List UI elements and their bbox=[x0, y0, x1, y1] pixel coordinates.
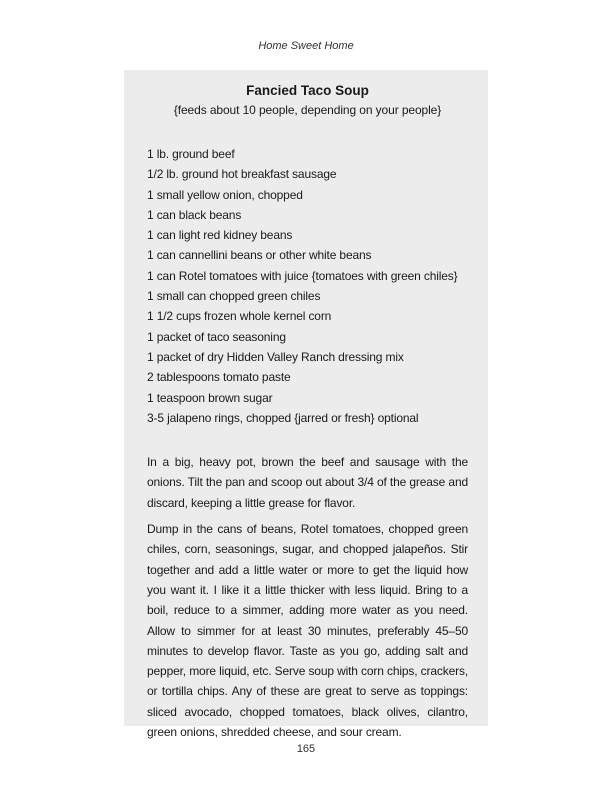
ingredient-item: 1 teaspoon brown sugar bbox=[147, 390, 273, 405]
ingredient-item: 3-5 jalapeno rings, chopped {jarred or fresh} optional bbox=[147, 410, 419, 425]
ingredient-list bbox=[147, 144, 468, 428]
ingredient-item: 1 packet of dry Hidden Valley Ranch dressing mix bbox=[147, 349, 404, 364]
instructions-paragraph: Dump in the cans of beans, Rotel tomatoes, chopped green chiles, corn, seasonings, sugar, and chopped jalapeños. Stir together and add a little water or more to get the liquid how you want it. I like it a little thicker with less liquid. Bring to a boil, reduce to a simmer, adding more water as you need. Allow to simmer for at least 30 minutes, preferably 45–50 minutes to develop flavor. Taste as you go, adding salt and pepper, more liquid, etc. Serve soup with corn chips, crackers, or tortilla chips. Any of these are great to serve as toppings: sliced avocado, chopped tomatoes, black olives, cilantro, green onions, shredded cheese, and sour cream. bbox=[147, 522, 468, 740]
ingredient-item: 1 can cannellini beans or other white beans bbox=[147, 248, 372, 263]
ingredient-item: 1 small can chopped green chiles bbox=[147, 289, 321, 304]
ingredient-item: 1 packet of taco seasoning bbox=[147, 329, 286, 344]
ingredient-item: 1/2 lb. ground hot breakfast sausage bbox=[147, 167, 337, 182]
ingredient-item: 1 can Rotel tomatoes with juice {tomatoes with green chiles} bbox=[147, 268, 458, 283]
recipe-title: Fancied Taco Soup bbox=[246, 83, 369, 98]
recipe-subtitle: {feeds about 10 people, depending on your people} bbox=[173, 103, 442, 117]
instructions-paragraph: In a big, heavy pot, brown the beef and sausage with the onions. Tilt the pan and scoop out about 3/4 of the grease and discard, keeping a little grease for flavor. bbox=[147, 455, 468, 510]
recipe-box bbox=[124, 70, 488, 740]
ingredient-item: 1 small yellow onion, chopped bbox=[147, 187, 303, 202]
page-number: 165 bbox=[296, 743, 316, 755]
ingredient-item: 1 lb. ground beef bbox=[147, 147, 235, 161]
ingredient-item: 1 can light red kidney beans bbox=[147, 228, 293, 243]
running-header: Home Sweet Home bbox=[258, 40, 354, 52]
ingredient-item: 2 tablespoons tomato paste bbox=[147, 370, 291, 385]
ingredient-item: 1 can black beans bbox=[147, 207, 242, 222]
ingredient-item: 1 1/2 cups frozen whole kernel corn bbox=[147, 309, 332, 324]
